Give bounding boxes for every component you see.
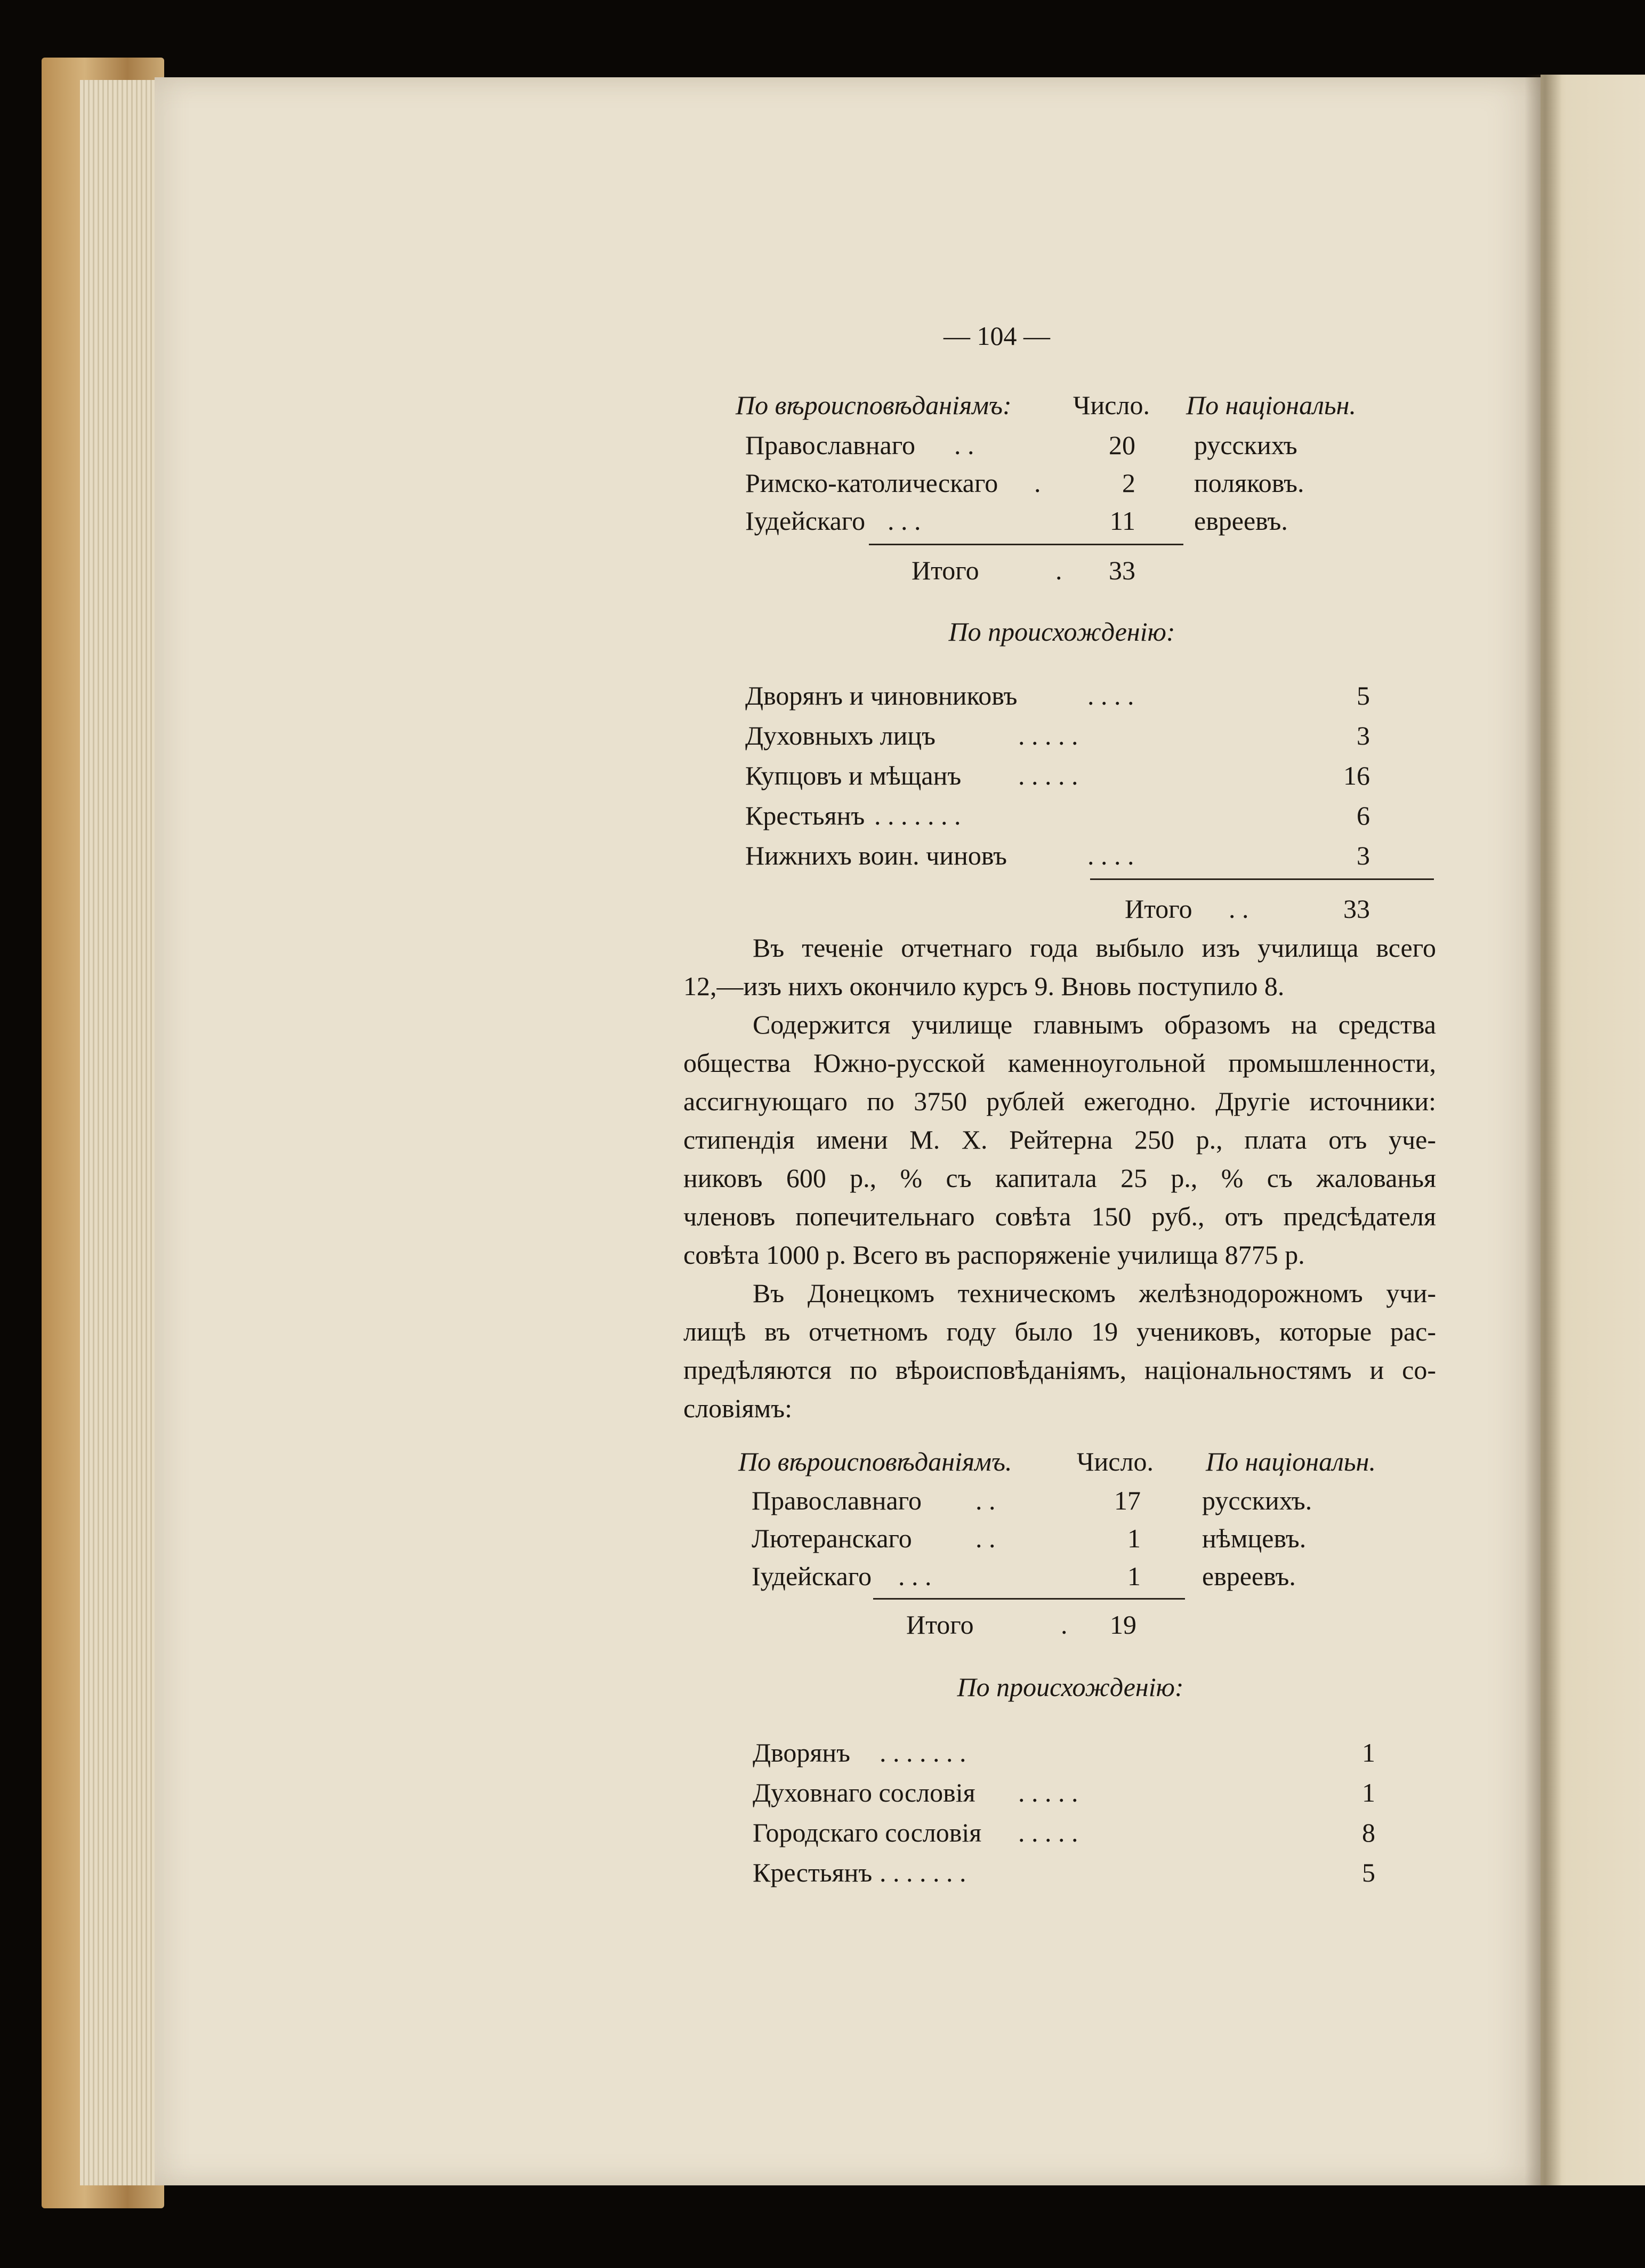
school2-origin-value: 1 <box>1362 1778 1375 1807</box>
school1-origin-dots: . . . . . <box>1018 761 1078 790</box>
school1-nationality-header: По національн. <box>1186 390 1356 420</box>
school2-origin-label: Духовнаго сословія <box>753 1778 975 1807</box>
school1-origin-label: Духовныхъ лицъ <box>745 721 936 750</box>
school2-origin-title: По происхожденію: <box>957 1672 1184 1702</box>
school1-religion: Римско-католическаго <box>745 468 998 498</box>
school2-religion: Лютеранскаго <box>752 1523 912 1553</box>
school2-nationality: русскихъ. <box>1202 1486 1312 1515</box>
school1-total: 33 <box>1109 555 1135 585</box>
page-number: — 104 — <box>944 321 1050 351</box>
text-line: стипендія имени М. Х. Рейтерна 250 р., плата отъ уче- <box>683 1125 1436 1155</box>
school1-origin-label: Купцовъ и мѣщанъ <box>745 761 962 790</box>
school1-religion: Православнаго <box>745 430 915 460</box>
school1-dots: . . <box>954 430 974 460</box>
page-edges <box>80 80 165 2185</box>
school1-total-label: Итого <box>912 555 979 585</box>
school1-origin-dots: . . . . . <box>1018 721 1078 750</box>
school1-origin-total-label: Итого <box>1125 894 1192 924</box>
school1-origin-dots: . . . . <box>1087 681 1134 711</box>
school1-count: 11 <box>1109 506 1135 536</box>
school2-origin-value: 1 <box>1362 1738 1375 1767</box>
school2-religion-header: По вѣроисповѣданіямъ. <box>738 1447 1012 1476</box>
text-line: лищѣ въ отчетномъ году было 19 учениковъ, которые рас- <box>683 1317 1436 1346</box>
text-line: предѣляются по вѣроисповѣданіямъ, національностямъ и со- <box>683 1355 1436 1385</box>
school2-count-header: Число. <box>1077 1447 1154 1476</box>
text-line: Въ теченіе отчетнаго года выбыло изъ училища всего <box>753 933 1436 963</box>
school2-count: 1 <box>1127 1523 1141 1553</box>
school2-dots: . . . <box>898 1561 932 1591</box>
school2-origin-dots: . . . . . <box>1018 1778 1078 1807</box>
school2-total: 19 <box>1110 1610 1136 1640</box>
school2-nationality: нѣмцевъ. <box>1202 1523 1307 1553</box>
school2-origin-dots: . . . . . . . <box>880 1738 966 1767</box>
school2-total-dot: . <box>1061 1610 1068 1640</box>
school1-origin-value: 5 <box>1357 681 1370 711</box>
school2-dots: . . <box>975 1486 996 1515</box>
gutter-shadow <box>1525 75 1562 2185</box>
paragraph-graduates <box>683 929 1436 1005</box>
paragraph-funding <box>683 1005 1436 1274</box>
school1-origin-dots: . . . . . . . <box>874 801 961 830</box>
school1-origin-label: Дворянъ и чиновниковъ <box>745 681 1018 711</box>
school1-count: 2 <box>1122 468 1135 498</box>
school2-origin-label: Городскаго сословія <box>753 1818 982 1847</box>
school2-total-rule <box>873 1598 1185 1600</box>
school1-religion-header: По вѣроисповѣданіямъ: <box>736 390 1012 420</box>
school1-origin-value: 3 <box>1357 841 1370 870</box>
text-line: ассигнующаго по 3750 рублей ежегодно. Другіе источники: <box>683 1086 1436 1116</box>
school2-origin-label: Крестьянъ <box>753 1858 873 1887</box>
school1-dots: . <box>1034 468 1041 498</box>
school1-nationality: поляковъ. <box>1194 468 1304 498</box>
school2-origin-dots: . . . . . . . <box>880 1858 966 1887</box>
school1-origin-value: 16 <box>1343 761 1370 790</box>
school1-origin-label: Крестьянъ <box>745 801 865 830</box>
school1-dots: . . . <box>888 506 921 536</box>
paragraph-donetsk-school <box>683 1274 1436 1427</box>
text-line: членовъ попечительнаго совѣта 150 руб., отъ предсѣдателя <box>683 1201 1436 1231</box>
school1-origin-total: 33 <box>1343 894 1370 924</box>
school2-origin-value: 5 <box>1362 1858 1375 1887</box>
school1-origin-value: 3 <box>1357 721 1370 750</box>
school1-total-dot: . <box>1055 555 1062 585</box>
text-line: Содержится училище главнымъ образомъ на средства <box>753 1010 1436 1039</box>
school1-origin-dots: . . . . <box>1087 841 1134 870</box>
school1-origin-total-dots: . . <box>1229 894 1249 924</box>
text-line: совѣта 1000 р. Всего въ распоряженіе училища 8775 р. <box>683 1240 1305 1270</box>
school2-religion: Іудейскаго <box>752 1561 872 1591</box>
text-line: общества Южно-русской каменноугольной промышленности, <box>683 1048 1436 1078</box>
school1-count: 20 <box>1109 430 1135 460</box>
school1-origin-label: Нижнихъ воин. чиновъ <box>745 841 1007 870</box>
school1-count-header: Число. <box>1073 390 1150 420</box>
school2-origin-value: 8 <box>1362 1818 1375 1847</box>
school2-total-label: Итого <box>906 1610 974 1640</box>
school1-origin-value: 6 <box>1357 801 1370 830</box>
text-line: никовъ 600 р., % съ капитала 25 р., % съ жалованья <box>683 1163 1436 1193</box>
school1-total-rule <box>869 544 1183 545</box>
school2-dots: . . <box>975 1523 996 1553</box>
school1-origin-title: По происхожденію: <box>948 617 1175 647</box>
text-line: 12,—изъ нихъ окончило курсъ 9. Вновь поступило 8. <box>683 971 1285 1001</box>
school1-nationality: русскихъ <box>1194 430 1297 460</box>
school1-origin-total-rule <box>1090 878 1434 880</box>
school2-religion: Православнаго <box>752 1486 922 1515</box>
school2-count: 1 <box>1127 1561 1141 1591</box>
text-line: словіямъ: <box>683 1393 793 1423</box>
school2-nationality-header: По національн. <box>1206 1447 1376 1476</box>
text-line: Въ Донецкомъ техническомъ желѣзнодорожномъ учи- <box>753 1278 1436 1308</box>
school2-count: 17 <box>1114 1486 1141 1515</box>
school2-origin-label: Дворянъ <box>753 1738 850 1767</box>
school1-nationality: евреевъ. <box>1194 506 1288 536</box>
school2-nationality: евреевъ. <box>1202 1561 1296 1591</box>
school2-origin-dots: . . . . . <box>1018 1818 1078 1847</box>
school1-religion: Іудейскаго <box>745 506 866 536</box>
